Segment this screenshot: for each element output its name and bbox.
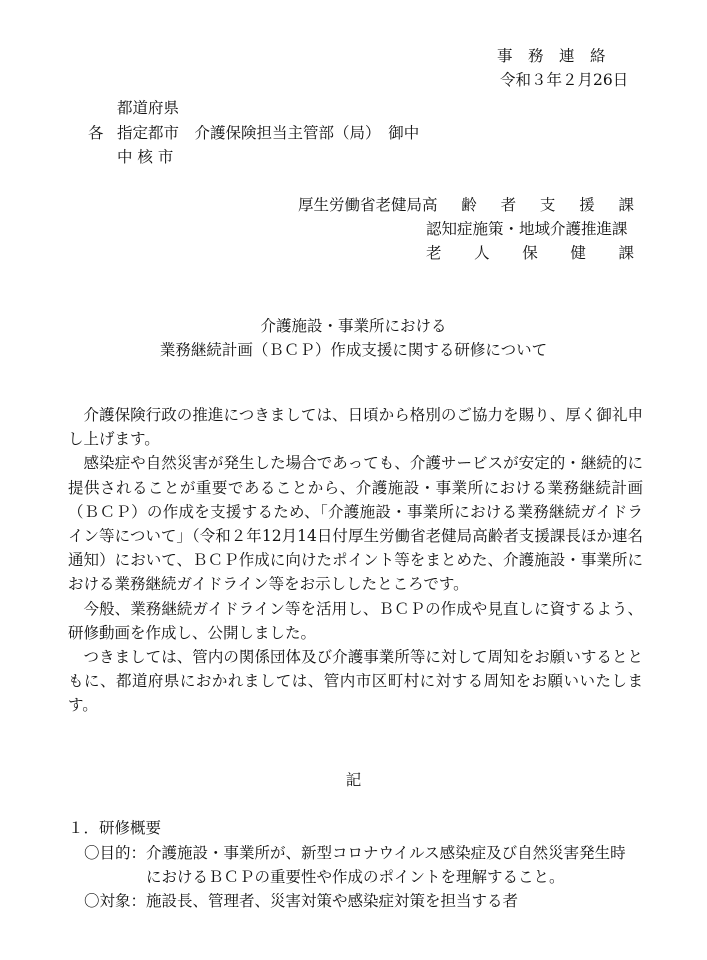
body-text bbox=[68, 403, 643, 718]
body-paragraph-3: 今般、業務継続ガイドライン等を活用し、ＢＣＰの作成や見直しに資するよう、研修動画を作成し、公開しました。 bbox=[68, 599, 643, 642]
title-line2: 業務継続計画（ＢＣＰ）作成支援に関する研修について bbox=[159, 341, 548, 359]
target-text: 施設長、管理者、災害対策や感染症対策を担当する者 bbox=[146, 892, 519, 910]
document-type-text: 事 務 連 絡 bbox=[497, 47, 606, 65]
char: 課 bbox=[618, 196, 634, 214]
addressee-line1: 都道府県 bbox=[117, 99, 180, 117]
char: 保 bbox=[522, 244, 538, 262]
sender-division-2: 認知症施策・地域介護推進課 bbox=[426, 220, 628, 238]
sender-division-1 bbox=[422, 193, 634, 215]
target-label: 〇対象： bbox=[84, 892, 147, 910]
char: 老 bbox=[426, 244, 442, 262]
sender-division-3 bbox=[426, 241, 634, 263]
body-paragraph-1: 介護保険行政の推進につきましては、日頃から格別のご協力を賜り、厚く御礼申し上げます。 bbox=[68, 406, 643, 449]
document-date: 令和３年２月26日 bbox=[500, 71, 629, 89]
char: 援 bbox=[579, 196, 595, 214]
char: 高 bbox=[422, 196, 438, 214]
char: 健 bbox=[570, 244, 586, 262]
purpose-text-line1: 介護施設・事業所が、新型コロナウイルス感染症及び自然災害発生時 bbox=[146, 844, 626, 862]
body-paragraph-4: つきましては、管内の関係団体及び介護事業所等に対して周知をお願いするとともに、都道府県におかれましては、管内市区町村に対する周知をお願いいたします。 bbox=[68, 648, 643, 715]
title-line1: 介護施設・事業所における bbox=[260, 317, 447, 335]
sender-ministry: 厚生労働省老健局 bbox=[298, 196, 423, 214]
section1-heading: １．研修概要 bbox=[68, 819, 162, 837]
addressee-line2: 指定都市 介護保険担当主管部（局） 御中 bbox=[117, 124, 420, 142]
char: 支 bbox=[539, 196, 556, 214]
char: 人 bbox=[474, 244, 490, 262]
purpose-label: 〇目的： bbox=[84, 844, 147, 862]
addressee-line3: 中 核 市 bbox=[117, 148, 174, 166]
purpose-text-line2: におけるＢＣＰの重要性や作成のポイントを理解すること。 bbox=[146, 868, 565, 886]
addressee-prefix: 各 bbox=[88, 124, 104, 142]
record-mark: 記 bbox=[345, 771, 362, 789]
body-paragraph-2: 感染症や自然災害が発生した場合であっても、介護サービスが安定的・継続的に提供されることが重要であることから、介護施設・事業所における業務継続計画（ＢＣＰ）の作成を支援するため、「介護施設・事業所における業務継続ガイドライン等について」（令和２年12月14日付厚生労働省老健局高齢者支援課長ほか連名通知）において、ＢＣＰ作成に向けたポイント等をまとめた、介護施設・事業所における業務継続ガイドライン等をお示ししたところです。 bbox=[68, 454, 643, 594]
char: 課 bbox=[618, 244, 634, 262]
char: 齢 bbox=[461, 196, 477, 214]
char: 者 bbox=[500, 196, 517, 214]
